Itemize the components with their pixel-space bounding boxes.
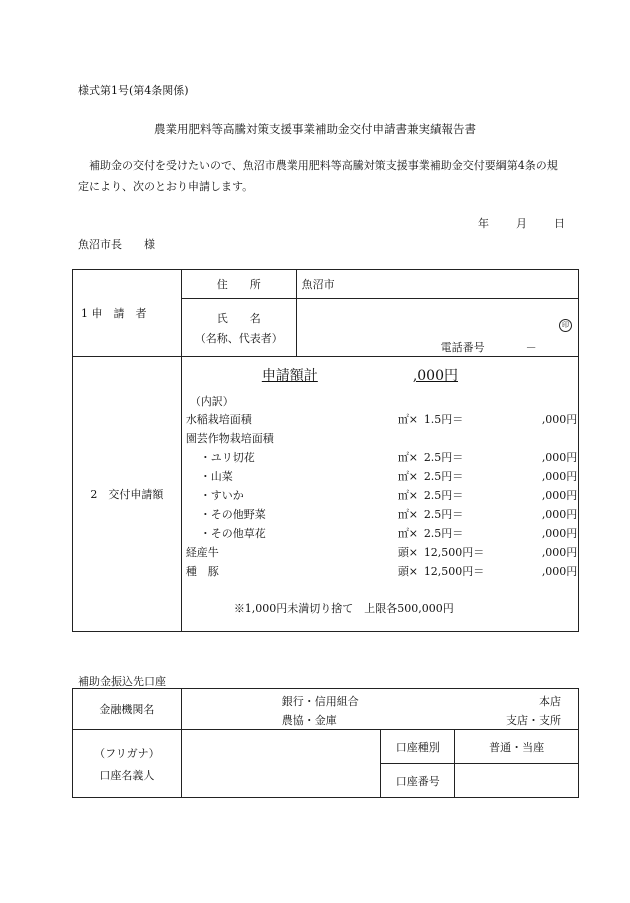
rounding-note: ※1,000円未満切り捨て 上限各500,000円 <box>233 602 454 615</box>
application-table <box>72 269 579 632</box>
breakdown-unit: 頭× <box>397 565 419 578</box>
breakdown-row <box>186 449 578 468</box>
date-month: 月 <box>516 217 527 230</box>
breakdown-unit: ㎡× <box>397 451 419 464</box>
breakdown-rate: 2.5円＝ <box>423 508 464 521</box>
breakdown-item-name: ・すいか <box>199 489 244 502</box>
account-type-value[interactable]: 普通・当座 <box>455 730 579 764</box>
breakdown-row <box>186 525 578 544</box>
breakdown-amount[interactable]: ,000円 <box>541 470 578 483</box>
account-number-field[interactable] <box>455 764 579 798</box>
branch-top: 本店 <box>539 695 561 708</box>
breakdown-item-name: 園芸作物栽培面積 <box>185 432 274 445</box>
furigana-label: （フリガナ） <box>94 746 160 760</box>
breakdown-item-name: 種 豚 <box>185 565 219 578</box>
breakdown-row <box>186 506 578 525</box>
breakdown-row <box>186 487 578 506</box>
date-year: 年 <box>478 217 489 230</box>
breakdown-item-name: ・その他草花 <box>199 527 266 540</box>
date-day: 日 <box>554 217 565 230</box>
breakdown-row <box>186 563 578 582</box>
holder-label-cell <box>73 730 182 798</box>
grant-section-label: 2 交付申請額 <box>73 357 182 632</box>
address-label: 住 所 <box>181 270 296 299</box>
bank-types-bottom: 農協・金庫 <box>281 714 337 727</box>
breakdown-amount[interactable]: ,000円 <box>541 546 578 559</box>
bank-table <box>72 688 579 798</box>
breakdown-item-name: ・山菜 <box>199 470 233 483</box>
applicant-section-label: 1 申 請 者 <box>73 270 182 357</box>
address-field[interactable]: 魚沼市 <box>296 270 578 299</box>
breakdown-unit: ㎡× <box>397 527 419 540</box>
holder-field[interactable] <box>181 730 381 798</box>
breakdown-rate: 1.5円＝ <box>423 413 464 426</box>
breakdown-unit: 頭× <box>397 546 419 559</box>
name-sub-label: （名称、代表者） <box>194 331 283 345</box>
breakdown-amount[interactable]: ,000円 <box>541 508 578 521</box>
addressee: 魚沼市長 様 <box>78 238 155 251</box>
institution-label: 金融機関名 <box>73 689 182 730</box>
breakdown-rate: 12,500円＝ <box>423 565 485 578</box>
bank-section-title: 補助金振込先口座 <box>78 675 166 688</box>
phone-label: 電話番号 <box>440 341 485 354</box>
breakdown-unit: ㎡× <box>397 413 419 426</box>
grant-amount-cell <box>181 357 578 632</box>
breakdown-rate: 2.5円＝ <box>423 451 464 464</box>
total-line <box>262 365 458 385</box>
account-number-label: 口座番号 <box>381 764 455 798</box>
form-number: 様式第1号(第4条関係) <box>78 84 189 97</box>
breakdown-amount[interactable]: ,000円 <box>541 413 578 426</box>
account-type-label: 口座種別 <box>381 730 455 764</box>
total-label: 申請額計 <box>261 368 318 384</box>
breakdown-unit: ㎡× <box>397 489 419 502</box>
document-title: 農業用肥料等高騰対策支援事業補助金交付申請書兼実績報告書 <box>154 122 476 136</box>
breakdown-unit: ㎡× <box>397 470 419 483</box>
breakdown-item-name: ・その他野菜 <box>199 508 266 521</box>
breakdown-amount[interactable]: ,000円 <box>541 527 578 540</box>
breakdown-rate: 2.5円＝ <box>423 527 464 540</box>
total-value[interactable]: ,000円 <box>412 368 458 384</box>
branch-bottom: 支店・支所 <box>506 714 561 727</box>
name-label: 氏 名 <box>216 311 261 325</box>
seal-icon: 印 <box>559 319 572 332</box>
institution-field[interactable] <box>181 689 578 730</box>
phone-dash: － <box>525 341 537 354</box>
breakdown-list <box>186 411 578 582</box>
breakdown-item-name: 経産牛 <box>185 546 219 559</box>
breakdown-row <box>186 411 578 430</box>
holder-label: 口座名義人 <box>99 768 155 782</box>
bank-types-top: 銀行・信用組合 <box>281 695 359 708</box>
intro-paragraph: 補助金の交付を受けたいので、魚沼市農業用肥料等高騰対策支援事業補助金交付要綱第4条の規定により、次のとおり申請します。 <box>78 159 558 193</box>
breakdown-unit: ㎡× <box>397 508 419 521</box>
name-field[interactable] <box>296 299 578 357</box>
breakdown-rate: 2.5円＝ <box>423 470 464 483</box>
breakdown-rate: 2.5円＝ <box>423 489 464 502</box>
breakdown-amount[interactable]: ,000円 <box>541 489 578 502</box>
breakdown-amount[interactable]: ,000円 <box>541 451 578 464</box>
breakdown-item-name: ・ユリ切花 <box>199 451 255 464</box>
breakdown-rate: 12,500円＝ <box>423 546 485 559</box>
breakdown-item-name: 水稲栽培面積 <box>185 413 252 426</box>
breakdown-row <box>186 430 578 449</box>
name-label-cell <box>181 299 296 357</box>
breakdown-row <box>186 544 578 563</box>
breakdown-amount[interactable]: ,000円 <box>541 565 578 578</box>
date-line <box>478 215 565 231</box>
breakdown-row <box>186 468 578 487</box>
breakdown-label: （内訳） <box>189 395 234 408</box>
